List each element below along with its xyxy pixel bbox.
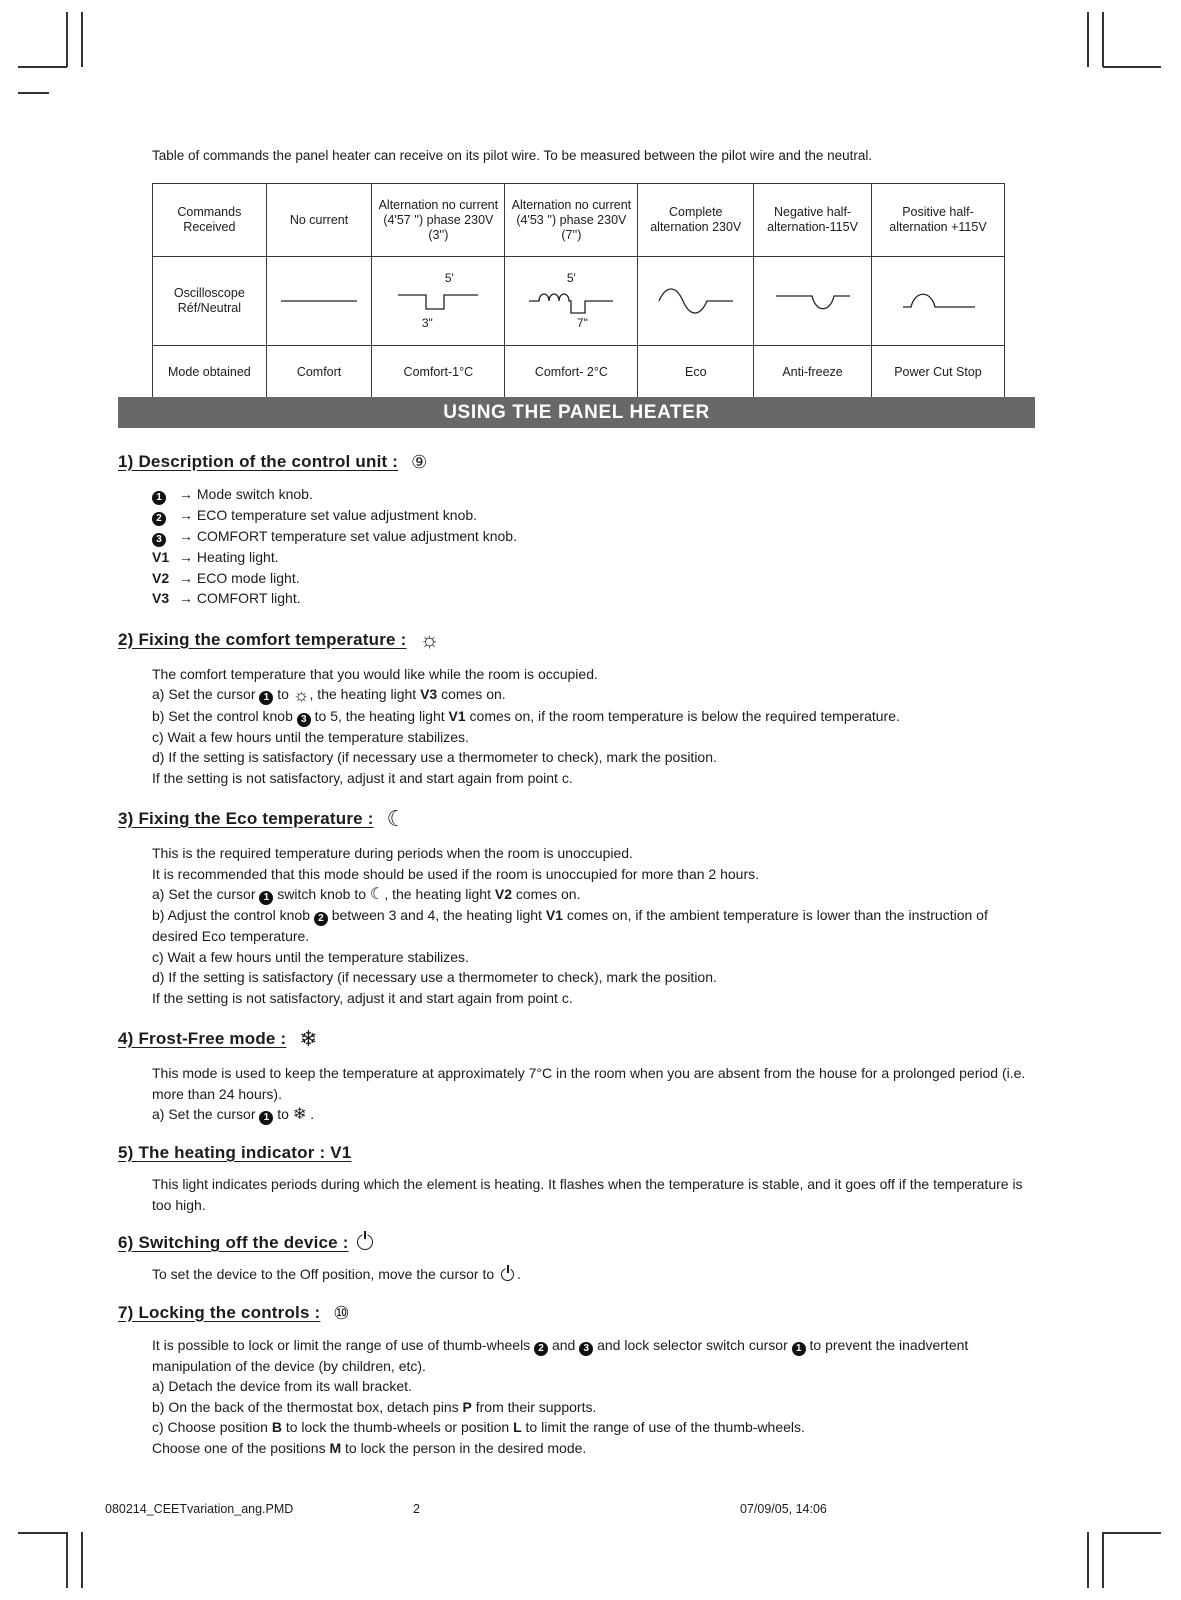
section-heating-indicator xyxy=(118,1143,1036,1215)
crop-mark xyxy=(1087,1532,1089,1588)
waveform-no-current xyxy=(266,257,372,346)
section-control-unit xyxy=(118,452,1036,609)
waveform-negative-half xyxy=(754,257,872,346)
footer-datetime: 07/09/05, 14:06 xyxy=(740,1502,827,1516)
circled-2-marker-icon: 2 xyxy=(152,512,166,526)
header-alt-457: Alternation no current (4'57 '') phase 230V (3'') xyxy=(372,184,505,257)
waveform-top-label: 5' xyxy=(444,271,454,285)
section-heading-text: 1) Description of the control unit : xyxy=(118,452,399,471)
mode-obtained-row xyxy=(153,346,1005,399)
waveform-top-label: 5' xyxy=(566,271,576,285)
circled-3-marker-icon: 3 xyxy=(579,1342,593,1356)
circled-1-marker-icon: 1 xyxy=(259,1111,273,1125)
section-heading-text: 7) Locking the controls : xyxy=(118,1302,321,1322)
flat-line-waveform-icon xyxy=(277,293,361,309)
text-line: 1 → Mode switch knob. xyxy=(152,484,1036,505)
section-heading xyxy=(118,1233,1036,1253)
text-line: c) Wait a few hours until the temperature stabilizes. xyxy=(152,948,469,965)
circled-10-icon: ⑩ xyxy=(333,1302,350,1323)
text-line: The comfort temperature that you would like while the room is occupied. xyxy=(152,665,598,682)
section-body xyxy=(118,484,1036,609)
power-icon xyxy=(357,1234,373,1250)
header-alt-453: Alternation no current (4'53 '') phase 230V (7'') xyxy=(505,184,638,257)
header-complete-alternation: Complete alternation 230V xyxy=(638,184,754,257)
circled-1-marker-icon: 1 xyxy=(152,491,166,505)
waveform-positive-half xyxy=(871,257,1004,346)
section-banner: USING THE PANEL HEATER xyxy=(118,397,1035,428)
text-line: b) Adjust the control knob 2 between 3 and 4, the heating light V1 comes on, if the ambient temperature is lower than the instruction of desired Eco temperature. xyxy=(152,907,988,944)
bold-text: L xyxy=(513,1419,522,1435)
text-line: c) Choose position B to lock the thumb-wheels or position L to limit the range of use of the thumb-wheels. xyxy=(152,1419,805,1435)
waveform-bottom-label: 7" xyxy=(576,316,588,330)
section-heading xyxy=(118,1143,1036,1163)
section-heading xyxy=(118,1303,1036,1324)
crop-mark xyxy=(1103,66,1161,68)
crop-mark xyxy=(1087,12,1089,67)
mode-value: Comfort- 2°C xyxy=(505,346,638,399)
mode-value: Anti-freeze xyxy=(754,346,872,399)
text-line: a) Set the cursor 1 to ❄ . xyxy=(152,1105,315,1123)
header-positive-half: Positive half-alternation +115V xyxy=(871,184,1004,257)
bold-text: V1 xyxy=(545,907,563,923)
bold-text: M xyxy=(329,1439,342,1456)
crop-mark xyxy=(66,12,68,67)
crop-mark xyxy=(1102,1532,1104,1588)
crop-mark xyxy=(18,1532,67,1534)
text-line: To set the device to the Off position, move the cursor to . xyxy=(152,1266,521,1282)
text-line: b) Set the control knob 3 to 5, the heating light V1 comes on, if the room temperature is below the required temperature. xyxy=(152,707,900,725)
oscilloscope-row xyxy=(153,257,1005,346)
text-line: It is recommended that this mode should be used if the room is unoccupied for more than 2 hours. xyxy=(152,865,759,882)
moon-icon: ☾ xyxy=(386,806,407,831)
header-negative-half: Negative half-alternation-115V xyxy=(754,184,872,257)
waveform-bottom-label: 3" xyxy=(421,316,433,330)
power-icon xyxy=(501,1268,514,1281)
text-line: d) If the setting is satisfactory (if necessary use a thermometer to check), mark the position. xyxy=(152,969,717,985)
crop-mark xyxy=(66,1532,68,1588)
mode-value: Comfort-1°C xyxy=(372,346,505,399)
text-line: a) Set the cursor 1 to ☼, the heating light V3 comes on. xyxy=(152,685,506,705)
text-line: 3 → COMFORT temperature set value adjustment knob. xyxy=(152,526,1036,547)
crop-mark xyxy=(18,66,67,68)
positive-half-waveform-icon xyxy=(897,286,979,316)
section-eco-temperature xyxy=(118,806,1036,1008)
circled-1-marker-icon: 1 xyxy=(792,1342,806,1356)
waveform-alt-457 xyxy=(372,257,505,346)
text-line: This light indicates periods during which the element is heating. It flashes when the temperature is stable, and it goes off if the temperature is too high. xyxy=(152,1176,1023,1213)
header-no-current: No current xyxy=(266,184,372,257)
arrow-icon: → xyxy=(179,528,193,544)
text-line: If the setting is not satisfactory, adjust it and start again from point c. xyxy=(152,769,573,786)
crop-mark xyxy=(1103,1532,1161,1534)
arrow-icon: → xyxy=(179,569,193,586)
notch-waveform-icon xyxy=(396,285,480,317)
arrow-icon: → xyxy=(179,486,193,502)
section-comfort-temperature xyxy=(118,627,1036,789)
pilot-wire-commands-table xyxy=(152,183,1005,399)
circled-3-marker-icon: 3 xyxy=(297,713,311,727)
text-line: Choose one of the positions M to lock the person in the desired mode. xyxy=(152,1439,587,1456)
circled-2-marker-icon: 2 xyxy=(534,1342,548,1356)
mode-value: Comfort xyxy=(266,346,372,399)
negative-half-waveform-icon xyxy=(772,286,854,316)
section-switching-off xyxy=(118,1233,1036,1285)
crop-mark xyxy=(81,1532,83,1588)
text-line: If the setting is not satisfactory, adjust it and start again from point c. xyxy=(152,989,573,1006)
section-heading xyxy=(118,1026,1036,1052)
snowflake-icon: ❄ xyxy=(299,1026,318,1051)
bold-text: V2 xyxy=(152,569,170,586)
text-line: 2 → ECO temperature set value adjustment knob. xyxy=(152,505,1036,526)
snowflake-icon: ❄ xyxy=(292,1105,307,1123)
arrow-icon: → xyxy=(179,507,193,523)
section-heading xyxy=(118,806,1036,832)
mode-value: Eco xyxy=(638,346,754,399)
section-locking-controls xyxy=(118,1303,1036,1459)
bumps-notch-waveform-icon xyxy=(527,285,615,317)
circled-2-marker-icon: 2 xyxy=(314,912,328,926)
text-line: b) On the back of the thermostat box, detach pins P from their supports. xyxy=(152,1398,597,1415)
text-line: V2 → ECO mode light. xyxy=(152,568,1036,589)
intro-text: Table of commands the panel heater can receive on its pilot wire. To be measured between the pilot wire and the neutral. xyxy=(152,148,873,163)
sun-icon: ☼ xyxy=(292,685,310,705)
header-commands-received: Commands Received xyxy=(153,184,267,257)
circled-1-marker-icon: 1 xyxy=(259,691,273,705)
text-line: It is possible to lock or limit the range of use of thumb-wheels 2 and 3 and lock selector switch cursor 1 to prevent the inadvertent manipulation of the device (by children, etc). xyxy=(152,1336,969,1374)
text-line: This mode is used to keep the temperature at approximately 7°C in the room when you are absent from the house for a prolonged period (i.e. more than 24 hours). xyxy=(152,1065,1026,1102)
text-line: d) If the setting is satisfactory (if necessary use a thermometer to check), mark the position. xyxy=(152,749,717,765)
circled-9-icon: ⑨ xyxy=(411,452,428,472)
footer-page-number: 2 xyxy=(413,1502,420,1516)
section-heading xyxy=(118,452,1036,473)
section-heading-text: 6) Switching off the device : xyxy=(118,1233,349,1252)
section-heading-text: 2) Fixing the comfort temperature : xyxy=(118,629,407,649)
circled-3-marker-icon: 3 xyxy=(152,533,166,547)
bold-text: V1 xyxy=(448,707,466,724)
arrow-icon: → xyxy=(179,590,193,606)
section-body xyxy=(118,843,1036,1008)
mode-value: Power Cut Stop xyxy=(871,346,1004,399)
text-line: a) Set the cursor 1 switch knob to ☾, the heating light V2 comes on. xyxy=(152,885,581,903)
crop-mark xyxy=(1102,12,1104,67)
circled-1-marker-icon: 1 xyxy=(259,891,273,905)
section-frost-free xyxy=(118,1026,1036,1125)
arrow-icon: → xyxy=(179,549,193,565)
bold-text: V3 xyxy=(420,686,438,702)
sun-icon: ☼ xyxy=(419,626,440,652)
text-line: V3 → COMFORT light. xyxy=(152,588,1036,609)
section-body xyxy=(118,664,1036,789)
bold-text: P xyxy=(462,1398,472,1415)
crop-mark xyxy=(18,92,49,94)
bold-text: V3 xyxy=(152,590,170,606)
section-body xyxy=(118,1063,1036,1125)
bold-text: V2 xyxy=(494,886,512,902)
moon-icon: ☾ xyxy=(369,885,385,903)
text-line: V1 → Heating light. xyxy=(152,547,1036,568)
table-header-row xyxy=(153,184,1005,257)
text-line: a) Detach the device from its wall bracket. xyxy=(152,1378,412,1394)
section-body xyxy=(118,1174,1036,1215)
waveform-alt-453 xyxy=(505,257,638,346)
text-line: This is the required temperature during periods when the room is unoccupied. xyxy=(152,845,633,861)
sine-waveform-icon xyxy=(655,283,737,319)
section-heading xyxy=(118,627,1036,653)
oscilloscope-row-label: Oscilloscope Réf/Neutral xyxy=(153,257,267,346)
text-line: c) Wait a few hours until the temperature stabilizes. xyxy=(152,728,469,745)
page-content xyxy=(118,444,1036,1472)
mode-row-label: Mode obtained xyxy=(153,346,267,399)
crop-mark xyxy=(81,12,83,67)
section-heading-text: 5) The heating indicator : V1 xyxy=(118,1143,352,1162)
section-body xyxy=(118,1264,1036,1285)
section-body xyxy=(118,1335,1036,1459)
bold-text: B xyxy=(271,1419,282,1435)
waveform-complete-alternation xyxy=(638,257,754,346)
section-heading-text: 4) Frost-Free mode : xyxy=(118,1029,287,1048)
bold-text: V1 xyxy=(152,549,170,565)
section-heading-text: 3) Fixing the Eco temperature : xyxy=(118,809,374,828)
footer-filename: 080214_CEETvariation_ang.PMD xyxy=(105,1502,294,1516)
